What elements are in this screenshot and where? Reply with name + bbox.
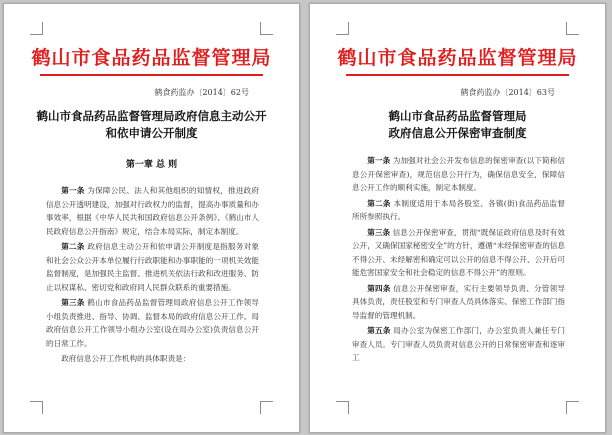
- article-text: 鹤山市食品药品监督管理局政府信息公开工作领导小组负责推进、指导、协调、监督本局的政府信息公开工作。局政府信息公开工作领导小组办公室(设在局办公室)负责信息公开的日常工作。: [46, 298, 259, 348]
- article-number: 第五条: [367, 326, 391, 335]
- letterhead-red-rule: [346, 74, 569, 76]
- article-text: 政府信息公开工作机构的具体职责是：: [61, 354, 191, 363]
- article-paragraph: [352, 324, 565, 365]
- margin-mark-bottom-right: [260, 401, 273, 414]
- document-body: [46, 184, 259, 368]
- article-text: 为加强对社会公开发布信息的保密审查(以下简称信息公开保密审查)，规范信息公开行为，确保信息安全，保障信息公开工作的顺利实施，制定本制度。: [352, 156, 566, 192]
- margin-mark-bottom-left: [30, 401, 43, 414]
- article-text: 信息公开保密审查，实行主要领导负责、分管领导具体负责，责任股室和专门审查人员具体落实、保密工作部门指导监督的管理机制。: [352, 283, 565, 320]
- document-body: [352, 154, 565, 367]
- article-paragraph: [352, 154, 565, 195]
- margin-mark-bottom-left: [336, 401, 349, 414]
- margin-mark-top-left: [30, 22, 43, 35]
- article-paragraph: [352, 226, 565, 280]
- document-page-left: [3, 3, 300, 433]
- margin-mark-bottom-right: [566, 401, 579, 414]
- agency-letterhead: 鹤山市食品药品监督管理局: [31, 47, 272, 69]
- article-paragraph: [46, 352, 259, 366]
- document-page-right: [309, 3, 606, 433]
- document-title: [34, 108, 269, 142]
- title-line-2: 政府信息公开保密审查制度: [388, 126, 527, 140]
- margin-mark-top-right: [260, 22, 273, 35]
- document-title: [340, 108, 575, 142]
- article-text: 本制度适用于本局各股室、各镇(街)食品药品监督所所参照执行。: [352, 198, 566, 221]
- article-paragraph: [46, 296, 259, 350]
- article-paragraph: [352, 197, 565, 224]
- article-paragraph: [46, 184, 259, 238]
- title-line-1: 鹤山市食品药品监督管理局: [388, 109, 527, 123]
- letterhead-red-rule: [40, 74, 263, 76]
- agency-letterhead: 鹤山市食品药品监督管理局: [337, 47, 578, 69]
- article-number: 第三条: [367, 227, 391, 237]
- article-number: 第一条: [367, 156, 391, 165]
- document-number: 鹤食药监办〔2014〕63号: [460, 88, 555, 97]
- article-text: 政府信息主动公开和依申请公开制度是指服务对象和社会公众公开本单位履行行政职能和办事职能的一项机关效能监督制度，是加强民主监督、推进机关依法行政和改进服务、防止以权谋私、密切党和政府同人民群众联系的重要措施。: [46, 242, 259, 292]
- article-text: 局办公室为保密工作部门，办公室负责人兼任专门审查人员。专门审查人员负责对信息公开的日常保密审查和逐审工: [352, 326, 565, 362]
- article-paragraph: [352, 282, 565, 323]
- article-number: 第四条: [367, 283, 391, 293]
- article-paragraph: [46, 240, 259, 294]
- title-line-2: 和依申请公开制度: [105, 126, 198, 140]
- title-line-1: 鹤山市食品药品监督管理局政府信息主动公开: [36, 109, 267, 123]
- margin-mark-top-right: [566, 22, 579, 35]
- article-number: 第一条: [61, 186, 85, 195]
- article-number: 第三条: [61, 298, 85, 307]
- chapter-heading: 第一章 总 则: [125, 160, 178, 170]
- article-number: 第二条: [367, 198, 391, 208]
- article-text: 信息公开保密审查，贯彻“既保证政府信息及时有效公开，又确保国家秘密安全”的方针，遵循“未经保密审查的信息不得公开、未经解密和确定可以公开的信息不得公开、公开后可能危害国家安全和社会稳定的信息不得公开”的原则。: [352, 227, 566, 277]
- document-number: 鹤食药监办〔2014〕62号: [154, 88, 249, 97]
- article-text: 为保障公民、法人和其他组织的知情权，推进政府信息公开透明建设，加强对行政权力的监督，提高办事质量和办事效率，根据《中华人民共和国政府信息公开条例》、《鹤山市人民政府信息公开指南》规定，结合本局实际，制定本制度。: [46, 186, 259, 236]
- article-number: 第二条: [61, 242, 85, 251]
- margin-mark-top-left: [336, 22, 349, 35]
